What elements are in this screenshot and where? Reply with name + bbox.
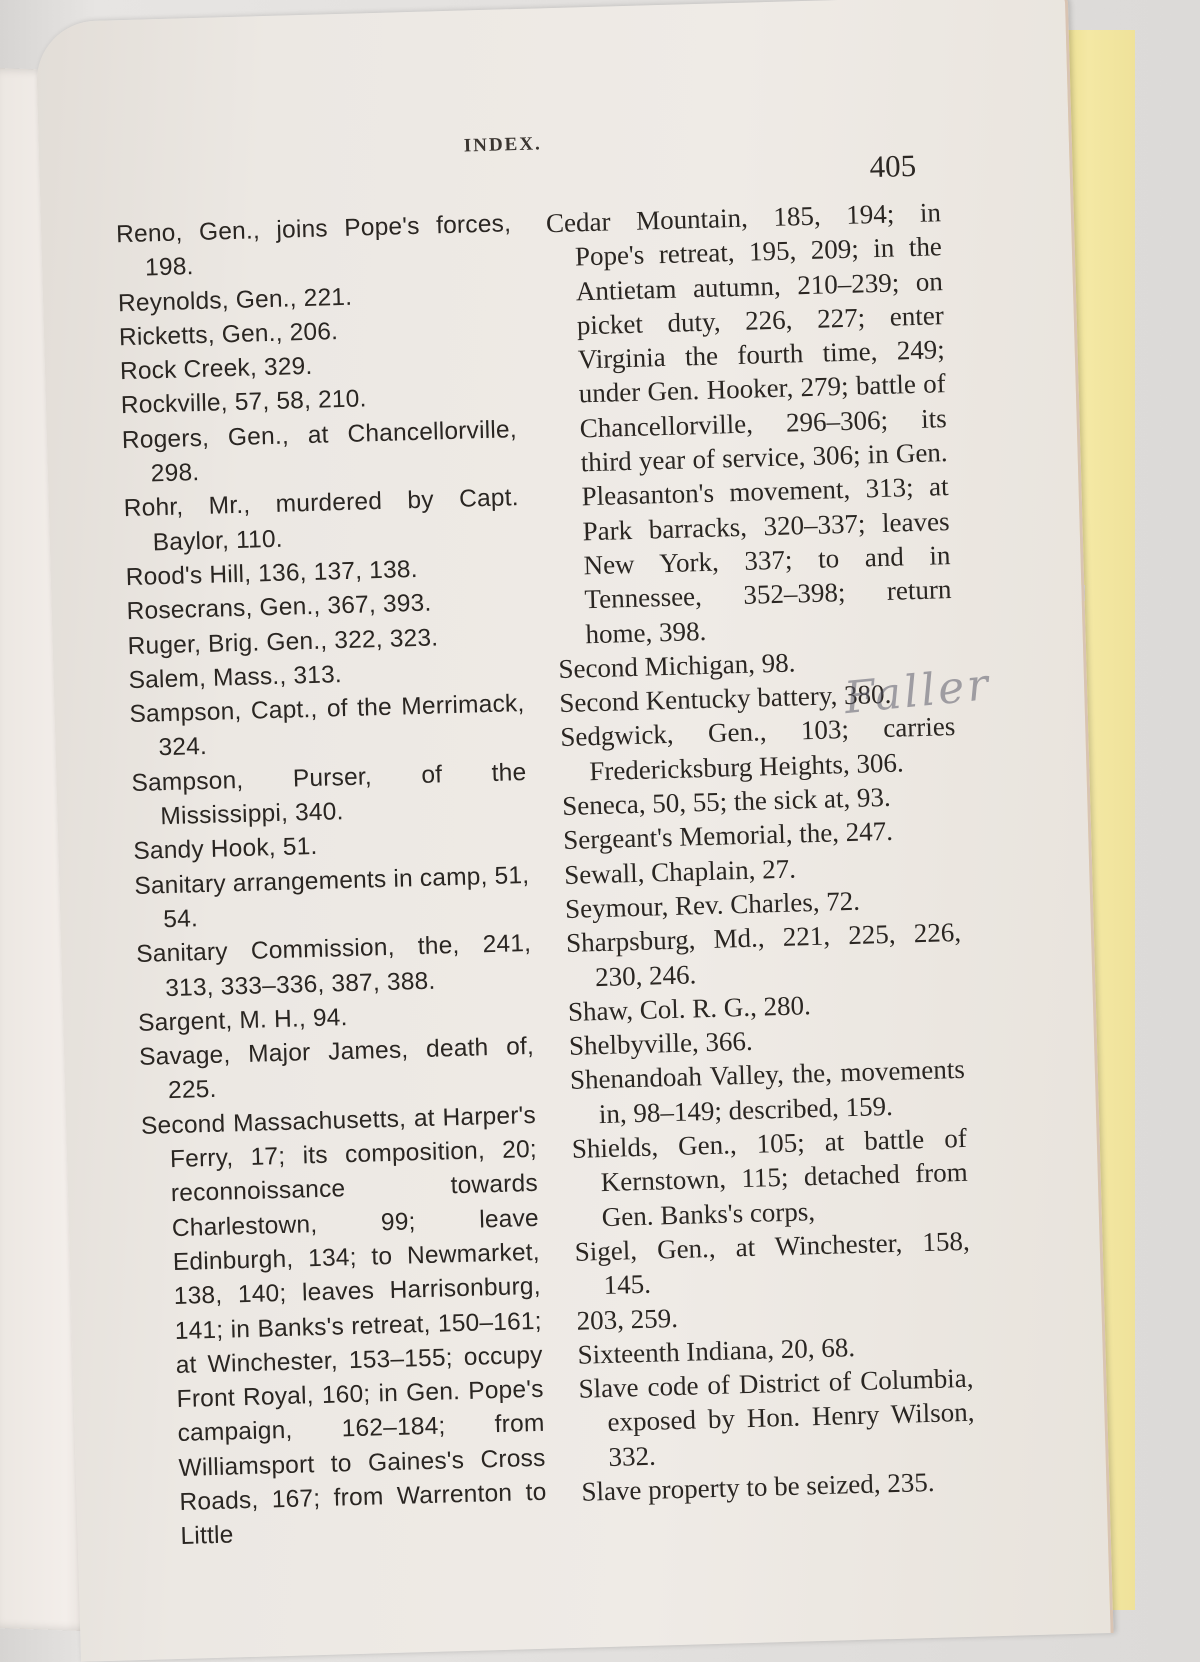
- index-entry: Sigel, Gen., at Winchester, 158, 145.: [574, 1225, 971, 1301]
- index-entry: Savage, Major James, death of, 225.: [138, 1033, 535, 1105]
- index-entry: Seneca, 50, 55; the sick at, 93.: [561, 781, 891, 822]
- index-entry: Second Massachusetts, at Harper's Ferry, 17; its composition, 20; reconnoissance towards Charlestown, 99; leave Edinburgh, 134; to Newmarket, 138, 140; leaves Harrisonburg, 141; in Banks's retreat, 150–161; at Winchester, 153–155; occupy Front Royal, 160; in Gen. Pope's campaign, 162–184; from Williamsport to Gaines's Cross Roads, 167; from Warrenton to Little: [140, 1101, 547, 1551]
- index-entry: Rosecrans, Gen., 367, 393.: [126, 589, 432, 626]
- index-entry: Reno, Gen., joins Pope's forces, 198.: [115, 210, 512, 282]
- index-entry: Rohr, Mr., murdered by Capt. Baylor, 110.: [123, 484, 520, 557]
- index-entry: Sargent, M. H., 94.: [137, 1003, 348, 1037]
- index-entry: Rockville, 57, 58, 210.: [120, 385, 367, 420]
- index-entry: Sewall, Chaplain, 27.: [563, 853, 797, 890]
- index-entry: Reynolds, Gen., 221.: [117, 283, 353, 317]
- index-entry: Rogers, Gen., at Chancellorville, 298.: [121, 415, 518, 488]
- index-entry: Sharpsburg, Md., 221, 225, 226, 230, 246.: [565, 917, 962, 992]
- index-entry: Rock Creek, 329.: [119, 353, 313, 386]
- index-entry: Shields, Gen., 105; at battle of Kernstown, 115; detached from Gen. Banks's corps,: [571, 1122, 969, 1232]
- index-entry: Sanitary arrangements in camp, 51, 54.: [133, 861, 530, 934]
- index-entry: Second Kentucky battery, 380.: [558, 678, 892, 719]
- page-number: 405: [869, 147, 917, 185]
- book-page: [35, 0, 1113, 1662]
- index-entry: Slave code of District of Columbia, exposed by Hon. Henry Wilson, 332.: [578, 1362, 975, 1472]
- index-entry: Rood's Hill, 136, 137, 138.: [125, 555, 419, 592]
- index-entry: Second Michigan, 98.: [558, 647, 796, 684]
- index-entry: Shelbyville, 366.: [568, 1025, 754, 1062]
- handwritten-note: Faller: [842, 658, 994, 725]
- index-entry: Slave property to be seized, 235.: [581, 1466, 935, 1507]
- index-entry: Sedgwick, Gen., 103; carries Fredericksburg Heights, 306.: [559, 711, 956, 786]
- index-entry: Ruger, Brig. Gen., 322, 323.: [127, 623, 439, 660]
- index-entry: Shaw, Col. R. G., 280.: [567, 989, 812, 1027]
- index-column-left: [116, 207, 548, 1555]
- index-column-right: [546, 195, 977, 1509]
- index-entry: 203, 259.: [576, 1302, 679, 1336]
- index-entry: Cedar Mountain, 185, 194; in Pope's retreat, 195, 209; in the Antietam autumn, 210–239; on picket duty, 226, 227; enter Virginia the fourth time, 249; under Gen. Hooker, 279; battle of Chancellorville, 296–306; its third year of service, 306; in Gen. Pleasanton's movement, 313; at Park barracks, 320–337; leaves New York, 337; to and in Tennessee, 352–398; return home, 398.: [545, 197, 952, 649]
- index-entry: Sampson, Purser, of the Mississippi, 340.: [131, 758, 527, 831]
- index-entry: Shenandoah Valley, the, movements in, 98–149; described, 159.: [569, 1054, 966, 1129]
- index-entry: Sandy Hook, 51.: [133, 833, 318, 866]
- index-entry: Sampson, Capt., of the Merrimack, 324.: [129, 690, 525, 762]
- index-entry: Salem, Mass., 313.: [128, 660, 343, 694]
- index-entry: Ricketts, Gen., 206.: [118, 317, 339, 352]
- index-entry: Sanitary Commission, the, 241, 313, 333–336, 387, 388.: [135, 930, 532, 1002]
- index-entry: Seymour, Rev. Charles, 72.: [564, 885, 861, 924]
- index-entry: Sergeant's Memorial, the, 247.: [562, 816, 894, 856]
- running-head: INDEX.: [463, 133, 543, 157]
- index-entry: Sixteenth Indiana, 20, 68.: [577, 1331, 856, 1370]
